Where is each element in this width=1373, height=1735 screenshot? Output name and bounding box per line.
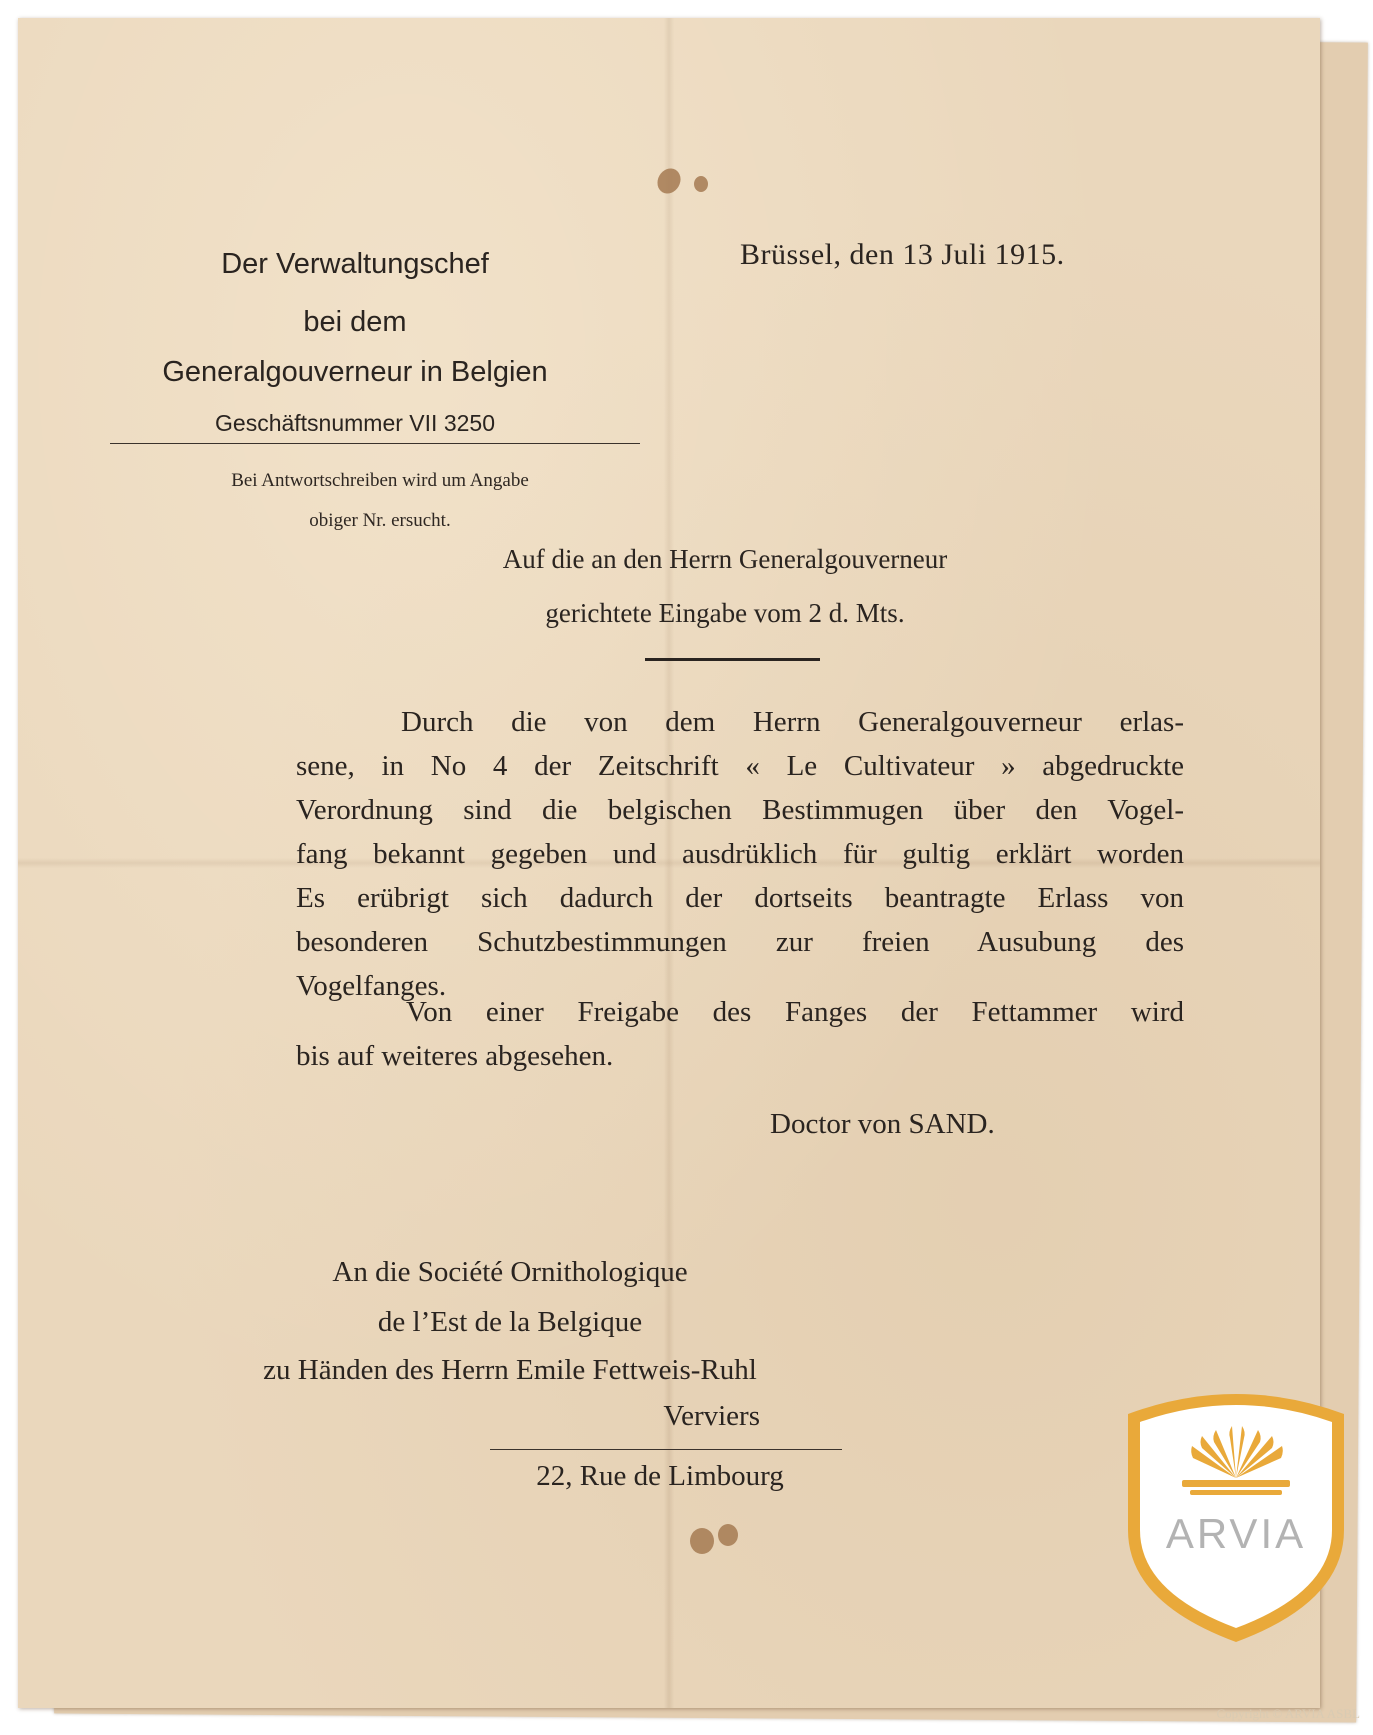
body-line: besonderen Schutzbestimmungen zur freien Ausubung des: [296, 926, 1184, 958]
body-line: sene, in No 4 der Zeitschrift « Le Cultivateur » abgedruckte: [296, 750, 1184, 782]
reply-note-line1: Bei Antwortschreiben wird um Angabe: [231, 470, 529, 491]
body-line: Von einer Freigabe des Fanges der Fettammer wird: [406, 996, 1184, 1028]
bottom-stain: [690, 1528, 714, 1554]
header-divider: [110, 443, 640, 444]
subject-divider: [645, 658, 820, 661]
copyright-notice: Copyright © ARVIA ASBL: [1216, 1706, 1360, 1721]
issuer-line3: Generalgouverneur in Belgien: [162, 356, 548, 388]
recipient-line3: zu Händen des Herrn Emile Fettweis-Ruhl: [263, 1354, 757, 1386]
top-stain: [653, 164, 685, 198]
recipient-line1: An die Société Ornithologique: [332, 1256, 688, 1288]
body-line: Es erübrigt sich dadurch der dortseits beantragte Erlass von: [296, 882, 1184, 914]
body-paragraph-1: [296, 700, 1184, 1008]
body-line: bis auf weiteres abgesehen.: [296, 1040, 614, 1072]
body-line: Vogelfanges.: [296, 970, 447, 1002]
recipient-city: Verviers: [663, 1400, 760, 1432]
reply-note-line2: obiger Nr. ersucht.: [309, 510, 451, 531]
body-line: Durch die von dem Herrn Generalgouverneur erlas-: [401, 706, 1184, 738]
issuer-line1: Der Verwaltungschef: [221, 248, 489, 280]
logo-text: ARVIA: [1165, 1510, 1307, 1557]
top-stain-small: [694, 176, 708, 192]
reference-number: Geschäftsnummer VII 3250: [215, 410, 495, 436]
body-paragraph-2: [296, 990, 1184, 1078]
signature: Doctor von SAND.: [770, 1108, 995, 1140]
subject-line1: Auf die an den Herrn Generalgouverneur: [502, 544, 948, 574]
body-line: fang bekannt gegeben und ausdrüklich für gultig erklärt worden: [296, 838, 1184, 870]
address-divider: [490, 1449, 842, 1450]
letter-date: Brüssel, den 13 Juli 1915.: [740, 238, 1065, 271]
recipient-street: 22, Rue de Limbourg: [536, 1460, 784, 1492]
recipient-line2: de l’Est de la Belgique: [377, 1306, 643, 1338]
issuer-line2: bei dem: [303, 306, 407, 338]
body-line: Verordnung sind die belgischen Bestimmugen über den Vogel-: [296, 794, 1184, 826]
subject-line2: gerichtete Eingabe vom 2 d. Mts.: [545, 598, 905, 628]
arvia-logo: [1120, 1380, 1352, 1644]
bottom-stain-small: [718, 1524, 738, 1546]
